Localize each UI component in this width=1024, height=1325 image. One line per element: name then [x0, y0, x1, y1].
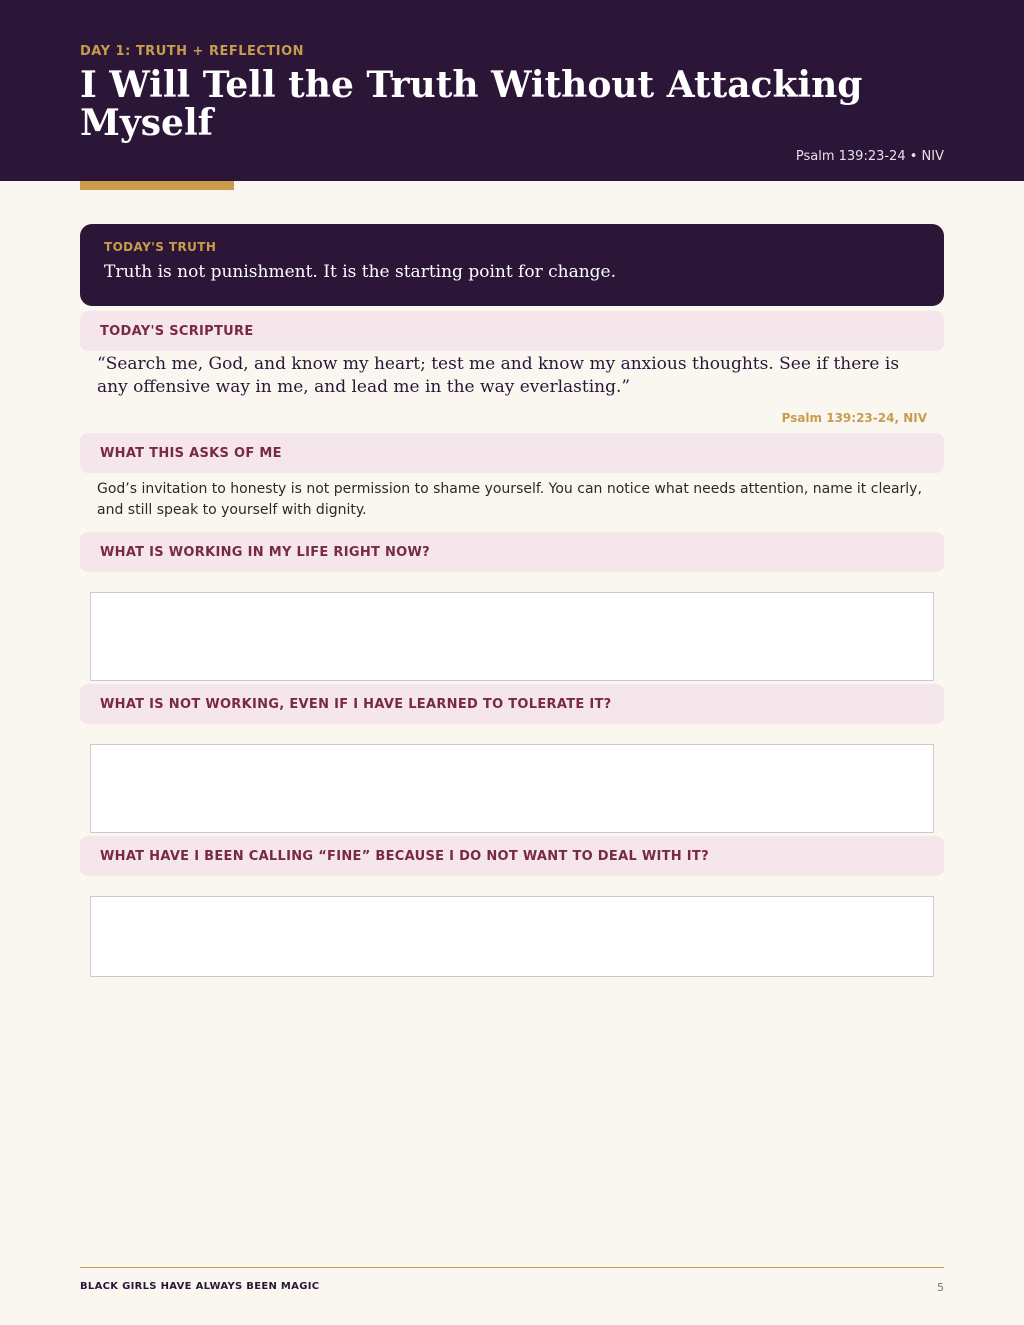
truth-label: TODAY'S TRUTH: [104, 240, 217, 254]
answer-box-working[interactable]: [90, 592, 934, 681]
scripture-reference: Psalm 139:23-24, NIV: [781, 411, 927, 425]
prompt-heading-not-working: WHAT IS NOT WORKING, EVEN IF I HAVE LEARNED TO TOLERATE IT?: [80, 684, 944, 724]
answer-box-not-working[interactable]: [90, 744, 934, 833]
asks-text: God’s invitation to honesty is not permission to shame yourself. You can notice what needs attention, name it clearly, and still speak to yourself with dignity.: [97, 481, 922, 518]
page-number: 5: [937, 1281, 944, 1294]
asks-section-heading: WHAT THIS ASKS OF ME: [80, 433, 944, 473]
footer-brand: BLACK GIRLS HAVE ALWAYS BEEN MAGIC: [80, 1281, 320, 1292]
todays-truth-card: [80, 224, 944, 306]
gold-accent-bar: [80, 181, 234, 190]
truth-text: Truth is not punishment. It is the starting point for change.: [104, 262, 617, 282]
header-reference: Psalm 139:23-24 • NIV: [795, 149, 944, 164]
scripture-text: “Search me, God, and know my heart; test me and know my anxious thoughts. See if there is any offensive way in me, and lead me in the way everlasting.”: [97, 354, 900, 397]
day-kicker: DAY 1: TRUTH + REFLECTION: [80, 44, 305, 59]
prompt-heading-fine: WHAT HAVE I BEEN CALLING “FINE” BECAUSE I DO NOT WANT TO DEAL WITH IT?: [80, 836, 944, 876]
page-header: [0, 0, 1024, 181]
prompt-heading-working: WHAT IS WORKING IN MY LIFE RIGHT NOW?: [80, 532, 944, 572]
footer-divider: [80, 1267, 944, 1268]
page-title: I Will Tell the Truth Without Attacking Myself: [80, 64, 863, 144]
answer-box-fine[interactable]: [90, 896, 934, 977]
scripture-section-heading: TODAY'S SCRIPTURE: [80, 311, 944, 351]
